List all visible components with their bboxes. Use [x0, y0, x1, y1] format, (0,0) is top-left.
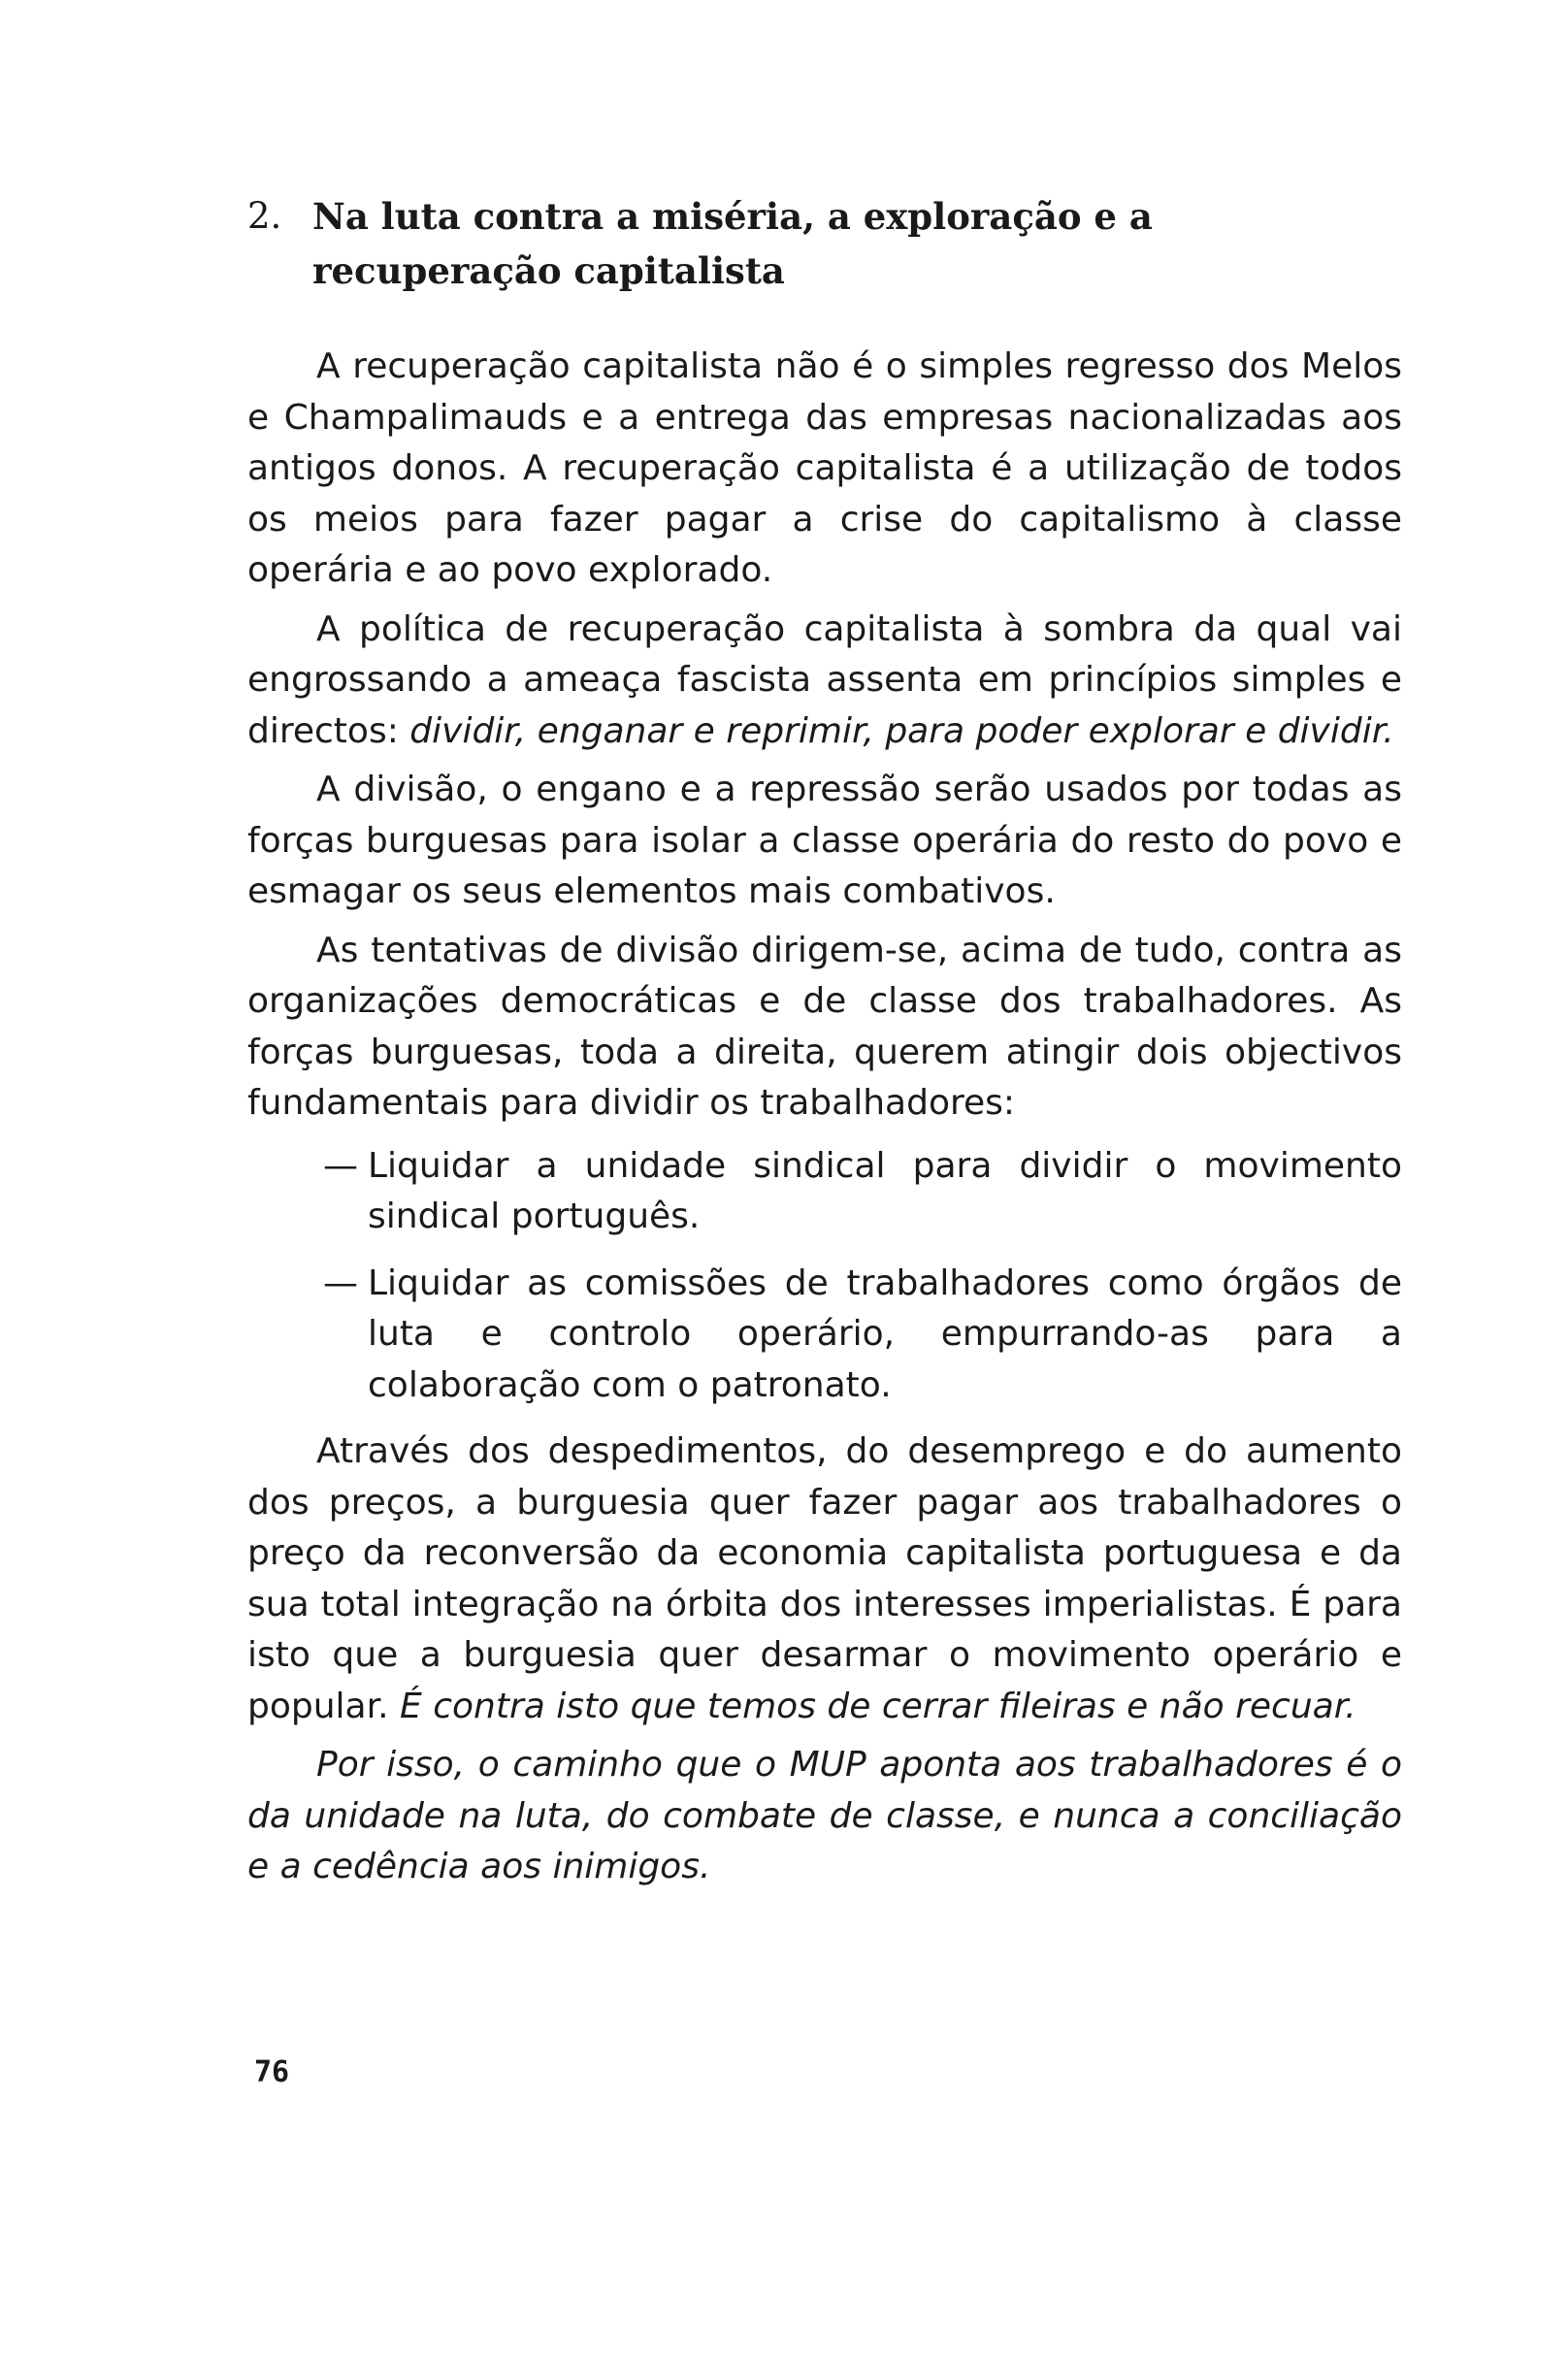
- paragraph: A recuperação capitalista não é o simples regresso dos Melos e Champalimauds e a entrega das empresas nacionalizadas aos antigos donos. A recuperação capitalista é a utilização de todos os meios para fazer pagar a crise do capitalismo à classe operária e ao povo explorado.: [247, 346, 1402, 590]
- paragraph-text: A política de recuperação capitalista à sombra da qual vai engrossando a ameaça fascista assenta em princípios simples e directos:: [247, 608, 1402, 751]
- page-number: 76: [254, 2055, 290, 2089]
- body-text: [247, 342, 1402, 1901]
- paragraph: As tentativas de divisão dirigem-se, acima de tudo, contra as organizações democráticas e de classe dos trabalhadores. As forças burguesas, toda a direita, querem atingir dois objectivos fundamentais para dividir os trabalhadores:: [247, 930, 1402, 1123]
- list-item: [247, 1141, 1402, 1243]
- paragraph-emphasis: Por isso, o caminho que o MUP aponta aos trabalhadores é o da unidade na luta, do combate de classe, e nunca a conciliação e a cedência aos inimigos.: [247, 1745, 1402, 1886]
- section-heading: [247, 189, 1412, 298]
- list-item: [247, 1259, 1402, 1412]
- paragraph: [247, 1426, 1402, 1732]
- paragraph-text: Através dos despedimentos, do desemprego e do aumento dos preços, a burguesia quer fazer pagar aos trabalhadores o preço da reconversão da economia capitalista portuguesa e da sua total integração na órbita dos interesses imperialistas. É para isto que a burguesia quer desarmar o movimento operário e popular.: [247, 1431, 1402, 1726]
- paragraph-emphasis: dividir, enganar e reprimir, para poder explorar e dividir.: [409, 710, 1394, 751]
- list-item-text: Liquidar a unidade sindical para dividir o movimento sindical português.: [368, 1145, 1402, 1236]
- paragraph: [247, 1740, 1402, 1893]
- list-dash: —: [323, 1145, 358, 1186]
- section-title: Na luta contra a miséria, a exploração e a recuperação capitalista: [312, 195, 1153, 292]
- list-dash: —: [323, 1262, 358, 1303]
- section-number: 2.: [247, 195, 282, 237]
- paragraph: A divisão, o engano e a repressão serão usados por todas as forças burguesas para isolar a classe operária do resto do povo e esmagar os seus elementos mais combativos.: [247, 770, 1402, 911]
- list-item-text: Liquidar as comissões de trabalhadores como órgãos de luta e controlo operário, empurrando-as para a colaboração com o patronato.: [368, 1262, 1402, 1405]
- paragraph-emphasis: É contra isto que temos de cerrar fileiras e não recuar.: [400, 1686, 1356, 1726]
- paragraph: [247, 605, 1402, 758]
